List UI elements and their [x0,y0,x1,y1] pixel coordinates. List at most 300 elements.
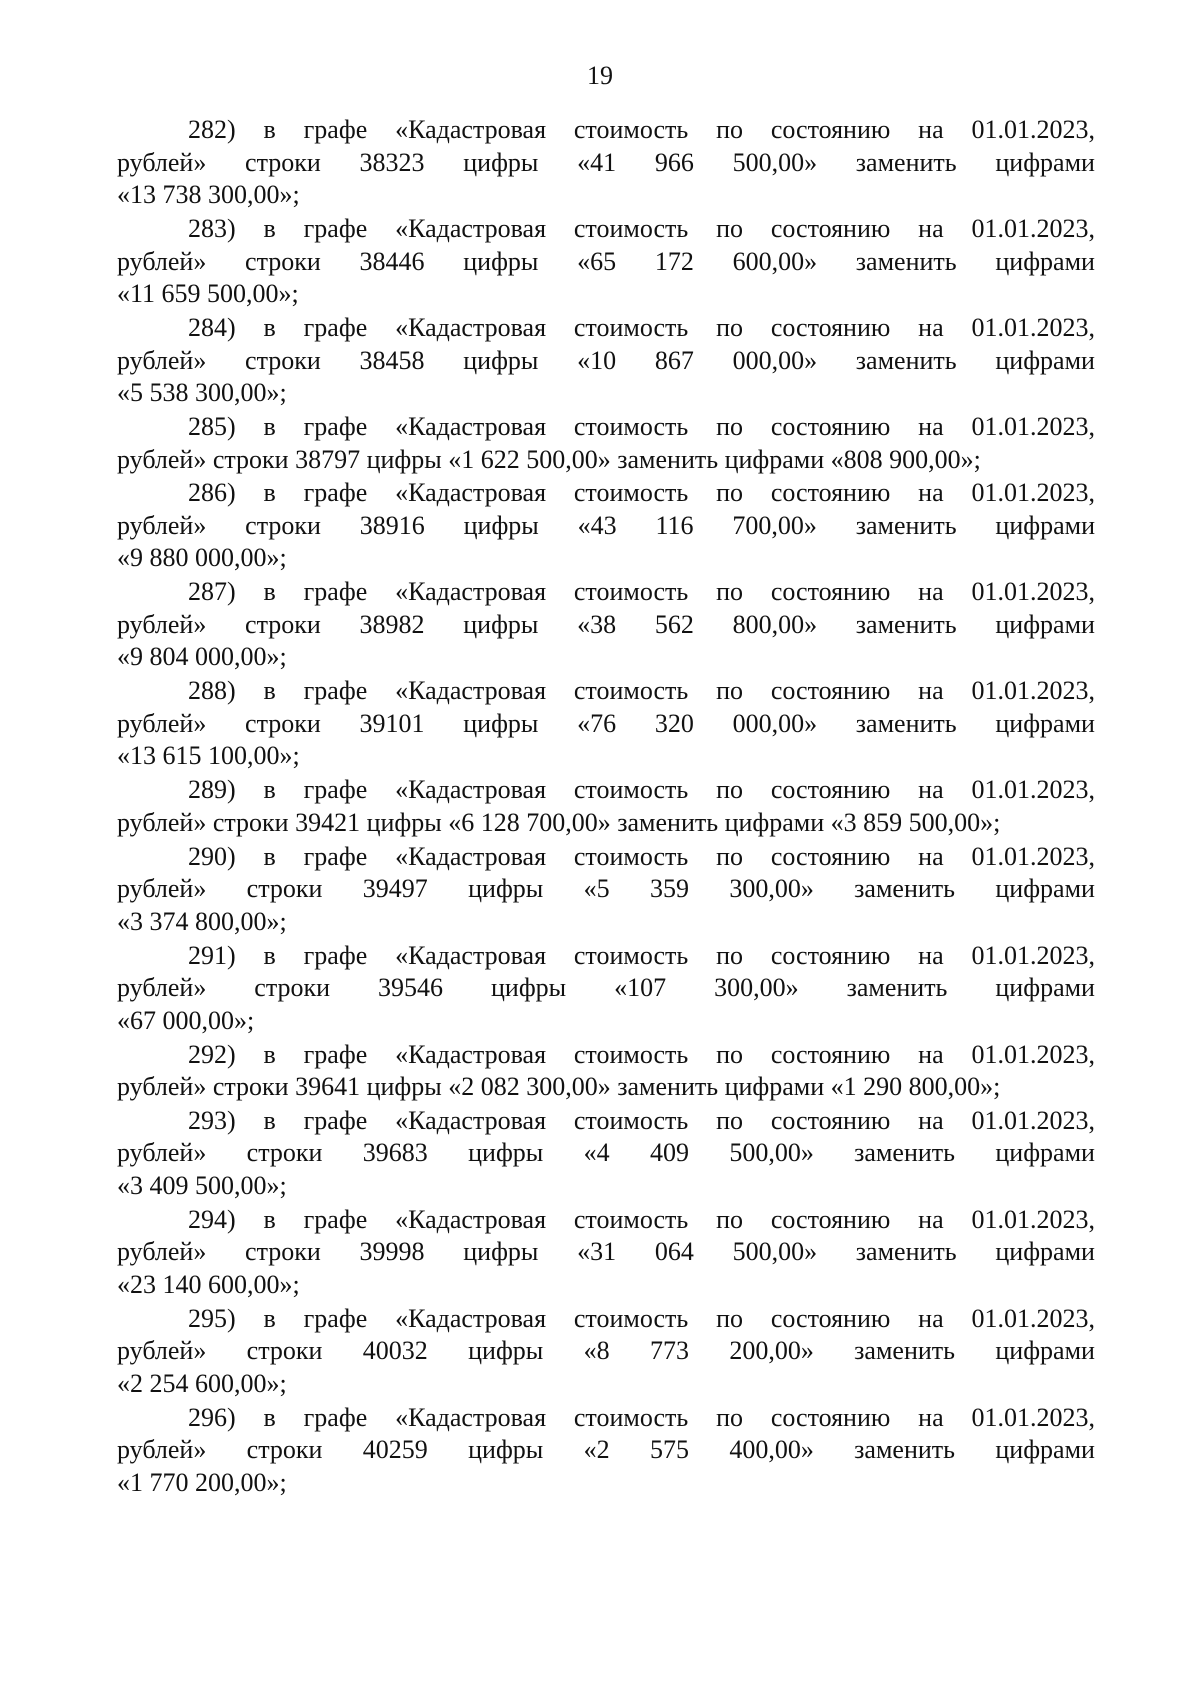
item-text-line [117,510,1095,543]
text-word: графе [303,115,368,144]
text-word: состоянию [770,577,891,607]
text-word: 296) [188,1402,236,1432]
text-word: строки [246,1435,323,1465]
text-word: 282) [188,115,236,144]
text-word: «23 140 600,00»; [117,1270,300,1300]
text-word: 700,00» [732,510,817,540]
text-word: строки [245,510,321,540]
text-word: состоянию [770,411,891,441]
text-word: 172 [654,246,694,276]
text-word: в [263,775,276,805]
text-word: рублей» [117,1435,207,1465]
text-word: на [918,1303,944,1333]
text-word: на [918,1105,944,1135]
text-word: «Кадастровая [395,676,547,706]
text-word: «67 000,00»; [117,1005,255,1035]
text-word: рублей» [117,609,207,639]
amendment-item [117,841,1095,939]
text-word: «107 [614,973,667,1003]
amendment-item [117,774,1095,839]
text-word: «3 374 800,00»; [117,906,287,936]
text-word: графе [303,1303,368,1333]
text-word: 294) [188,1204,236,1234]
item-text-line [117,1137,1095,1170]
text-word: заменить [854,1435,956,1465]
item-text-line [117,1005,1095,1038]
text-word: на [918,478,944,508]
text-word: по [716,478,743,508]
item-text-line [117,542,1095,575]
text-word: цифры [468,874,544,904]
text-word: рублей» [117,1237,207,1267]
text-word: 39546 [378,973,444,1003]
text-word: цифры [463,1237,539,1267]
text-word: 38916 [359,510,425,540]
text-word: 01.01.2023, [971,115,1095,144]
text-word: стоимость [573,1204,689,1234]
text-word: состоянию [770,1402,891,1432]
text-word: строки [245,147,321,177]
text-word: 286) [188,478,236,508]
item-first-line [117,411,1095,444]
item-text-line [117,740,1095,773]
text-word: «1 770 200,00»; [117,1467,287,1497]
text-word: цифрами [995,1138,1095,1168]
text-word: цифры [463,246,539,276]
text-word: состоянию [770,478,891,508]
text-word: стоимость [573,841,689,871]
text-word: графе [303,577,368,607]
item-text-line [117,444,1095,477]
text-word: «11 659 500,00»; [117,279,299,309]
text-word: «Кадастровая [395,1039,547,1069]
item-first-line [117,1402,1095,1435]
item-first-line [117,114,1095,147]
text-word: графе [303,411,368,441]
text-word: «13 615 100,00»; [117,741,300,771]
text-word: по [716,1402,743,1432]
text-word: «76 [577,708,617,738]
text-word: на [918,115,944,144]
text-word: 01.01.2023, [971,312,1095,342]
item-text-line [117,377,1095,410]
text-word: «5 538 300,00»; [117,378,287,408]
text-word: рублей» [117,1336,207,1366]
text-word: заменить [855,345,957,375]
text-word: стоимость [573,312,689,342]
text-word: заменить [854,1138,956,1168]
text-word: «Кадастровая [395,312,547,342]
text-word: «31 [577,1237,617,1267]
text-word: заменить [855,510,957,540]
text-word: 291) [188,940,236,970]
text-word: цифры [463,147,539,177]
text-word: по [716,213,743,243]
text-word: цифры [468,1435,544,1465]
text-word: стоимость [573,213,689,243]
amendment-item [117,675,1095,773]
text-word: «Кадастровая [395,115,547,144]
text-word: на [918,940,944,970]
amendment-item [117,1039,1095,1104]
item-text-line [117,1368,1095,1401]
text-word: стоимость [573,1105,689,1135]
item-first-line [117,940,1095,973]
item-text-line [117,807,1095,840]
text-word: графе [303,312,368,342]
amendment-item [117,940,1095,1038]
text-word: рублей» [117,973,207,1003]
item-text-line [117,1467,1095,1500]
text-word: «Кадастровая [395,1105,547,1135]
text-word: 359 [649,874,689,904]
text-word: рублей» [117,147,207,177]
text-word: 39101 [359,708,425,738]
text-word: графе [303,213,368,243]
text-word: стоимость [573,940,689,970]
text-word: состоянию [770,1303,891,1333]
text-word: «10 [577,345,617,375]
amendment-item [117,1402,1095,1500]
text-word: стоимость [573,115,689,144]
text-word: «Кадастровая [395,1303,547,1333]
amendment-item [117,1204,1095,1302]
text-word: по [716,676,743,706]
text-word: 39998 [359,1237,425,1267]
text-word: по [716,115,743,144]
item-first-line [117,841,1095,874]
amendment-item [117,411,1095,476]
text-word: цифрами [995,510,1095,540]
text-word: «4 [583,1138,610,1168]
item-text-line [117,147,1095,180]
text-word: 116 [655,510,694,540]
amendment-item [117,1105,1095,1203]
text-word: «Кадастровая [395,1204,547,1234]
text-word: на [918,676,944,706]
text-word: рублей» [117,246,207,276]
text-word: «5 [583,874,610,904]
text-word: в [263,213,276,243]
text-word: 01.01.2023, [971,577,1095,607]
text-word: заменить [855,246,957,276]
text-word: строки [246,874,323,904]
text-word: заменить [855,147,957,177]
item-text-line [117,873,1095,906]
text-word: 01.01.2023, [971,213,1095,243]
text-word: 01.01.2023, [971,1204,1095,1234]
text-word: 500,00» [732,147,818,177]
text-word: стоимость [573,1303,689,1333]
amendment-item [117,312,1095,410]
text-word: 01.01.2023, [971,940,1095,970]
text-word: графе [303,1039,368,1069]
text-word: графе [303,478,368,508]
text-word: состоянию [770,676,891,706]
item-text-line [117,708,1095,741]
item-text-line [117,1170,1095,1203]
item-text-line [117,906,1095,939]
text-word: 300,00» [714,973,799,1003]
text-word: «65 [577,246,617,276]
text-word: «Кадастровая [395,411,547,441]
text-word: строки [246,1336,323,1366]
text-word: «Кадастровая [395,841,547,871]
text-word: стоимость [573,411,689,441]
text-word: строки [245,246,321,276]
text-word: состоянию [770,940,891,970]
text-word: по [716,577,743,607]
text-word: цифрами [995,1336,1095,1366]
text-word: 064 [654,1237,694,1267]
text-word: рублей» [117,708,207,738]
text-word: в [263,1105,276,1135]
text-word: по [716,1039,743,1069]
amendment-item [117,1303,1095,1401]
text-word: 500,00» [729,1138,814,1168]
text-word: по [716,775,743,805]
text-word: 287) [188,577,236,607]
text-word: 01.01.2023, [971,1105,1095,1135]
text-word: по [716,1105,743,1135]
text-word: на [918,1204,944,1234]
text-word: «9 804 000,00»; [117,642,287,672]
text-word: по [716,312,743,342]
text-word: 01.01.2023, [971,1402,1095,1432]
text-word: 295) [188,1303,236,1333]
text-word: цифрами [995,609,1095,639]
text-word: графе [303,1105,368,1135]
text-word: цифрами [995,874,1095,904]
text-word: строки [254,973,331,1003]
item-text-line [117,278,1095,311]
text-word: 000,00» [732,708,818,738]
text-word: 293) [188,1105,236,1135]
page-number: 19 [587,61,613,90]
text-word: рублей» строки 38797 цифры «1 622 500,00» заменить цифрами «808 900,00»; [117,444,981,474]
text-word: состоянию [770,115,891,144]
text-word: стоимость [573,1039,689,1069]
text-word: на [918,312,944,342]
document-body [117,114,1095,1501]
text-word: 773 [649,1336,689,1366]
text-word: цифрами [995,345,1095,375]
text-word: по [716,940,743,970]
text-word: в [263,940,276,970]
text-word: заменить [846,973,948,1003]
item-text-line [117,609,1095,642]
text-word: по [716,1204,743,1234]
text-word: цифрами [995,1237,1095,1267]
text-word: 01.01.2023, [971,1039,1095,1069]
text-word: 01.01.2023, [971,676,1095,706]
text-word: на [918,213,944,243]
text-word: цифры [491,973,567,1003]
item-first-line [117,1204,1095,1237]
text-word: 289) [188,775,236,805]
text-word: состоянию [770,1204,891,1234]
text-word: рублей» [117,874,207,904]
item-first-line [117,774,1095,807]
text-word: 38458 [359,345,425,375]
text-word: 01.01.2023, [971,1303,1095,1333]
text-word: 575 [649,1435,689,1465]
text-word: «2 [583,1435,610,1465]
item-text-line [117,1335,1095,1368]
text-word: «3 409 500,00»; [117,1171,287,1201]
text-word: 966 [654,147,694,177]
text-word: «9 880 000,00»; [117,543,287,573]
item-first-line [117,312,1095,345]
text-word: строки [245,609,321,639]
text-word: «38 [577,609,617,639]
text-word: цифрами [995,708,1095,738]
text-word: стоимость [573,577,689,607]
text-word: «2 254 600,00»; [117,1369,287,1398]
text-word: цифры [463,609,539,639]
amendment-item [117,114,1095,212]
text-word: 39497 [362,874,428,904]
item-text-line [117,1071,1095,1104]
text-word: на [918,775,944,805]
text-word: 320 [654,708,694,738]
text-word: графе [303,940,368,970]
text-word: цифрами [995,1435,1095,1465]
text-word: 562 [654,609,694,639]
item-text-line [117,1269,1095,1302]
text-word: 000,00» [732,345,818,375]
text-word: графе [303,676,368,706]
text-word: в [263,115,276,144]
text-word: рублей» [117,1138,207,1168]
item-first-line [117,477,1095,510]
item-text-line [117,641,1095,674]
text-word: цифры [463,708,539,738]
text-word: цифры [468,1138,544,1168]
text-word: 284) [188,312,236,342]
text-word: в [263,478,276,508]
text-word: в [263,1039,276,1069]
text-word: состоянию [770,213,891,243]
text-word: на [918,1402,944,1432]
text-word: цифрами [995,973,1095,1003]
text-word: в [263,577,276,607]
amendment-item [117,213,1095,311]
text-word: цифрами [995,246,1095,276]
text-word: стоимость [573,1402,689,1432]
text-word: состоянию [770,312,891,342]
text-word: «41 [577,147,617,177]
text-word: 01.01.2023, [971,775,1095,805]
text-word: цифры [463,345,539,375]
text-word: состоянию [770,1105,891,1135]
item-text-line [117,1236,1095,1269]
text-word: 200,00» [729,1336,814,1366]
text-word: в [263,1303,276,1333]
text-word: на [918,577,944,607]
text-word: в [263,1402,276,1432]
text-word: строки [245,345,321,375]
amendment-item [117,477,1095,575]
item-first-line [117,1303,1095,1336]
amendment-item [117,576,1095,674]
text-word: в [263,841,276,871]
text-word: 500,00» [732,1237,818,1267]
item-text-line [117,345,1095,378]
text-word: в [263,312,276,342]
text-word: по [716,1303,743,1333]
item-first-line [117,675,1095,708]
text-word: 283) [188,213,236,243]
text-word: строки [246,1138,323,1168]
text-word: «13 738 300,00»; [117,180,300,210]
item-text-line [117,179,1095,212]
text-word: стоимость [573,478,689,508]
text-word: стоимость [573,775,689,805]
text-word: «Кадастровая [395,478,547,508]
item-first-line [117,1105,1095,1138]
text-word: графе [303,1204,368,1234]
text-word: состоянию [770,775,891,805]
text-word: 38982 [359,609,425,639]
text-word: заменить [854,1336,956,1366]
text-word: заменить [855,1237,957,1267]
text-word: на [918,411,944,441]
text-word: 285) [188,411,236,441]
text-word: 01.01.2023, [971,478,1095,508]
text-word: 40259 [362,1435,428,1465]
item-first-line [117,576,1095,609]
text-word: «Кадастровая [395,775,547,805]
text-word: графе [303,1402,368,1432]
text-word: состоянию [770,1039,891,1069]
text-word: заменить [855,609,957,639]
text-word: на [918,1039,944,1069]
text-word: рублей» строки 39421 цифры «6 128 700,00» заменить цифрами «3 859 500,00»; [117,807,1001,837]
text-word: заменить [855,708,957,738]
text-word: заменить [854,874,956,904]
text-word: 409 [649,1138,689,1168]
text-word: в [263,411,276,441]
text-word: 292) [188,1039,236,1069]
text-word: рублей» строки 39641 цифры «2 082 300,00» заменить цифрами «1 290 800,00»; [117,1072,1001,1102]
text-word: по [716,841,743,871]
item-text-line [117,972,1095,1005]
text-word: 290) [188,841,236,871]
text-word: в [263,1204,276,1234]
item-first-line [117,213,1095,246]
text-word: «Кадастровая [395,577,547,607]
text-word: графе [303,775,368,805]
text-word: 800,00» [732,609,818,639]
text-word: «8 [583,1336,610,1366]
text-word: 300,00» [729,874,814,904]
item-text-line [117,1434,1095,1467]
text-word: «Кадастровая [395,213,547,243]
text-word: 38323 [359,147,425,177]
text-word: 400,00» [729,1435,814,1465]
text-word: графе [303,841,368,871]
text-word: 39683 [362,1138,428,1168]
text-word: строки [245,1237,321,1267]
item-first-line [117,1039,1095,1072]
text-word: цифры [463,510,539,540]
text-word: стоимость [573,676,689,706]
text-word: «Кадастровая [395,1402,547,1432]
text-word: 288) [188,676,236,706]
text-word: на [918,841,944,871]
text-word: состоянию [770,841,891,871]
